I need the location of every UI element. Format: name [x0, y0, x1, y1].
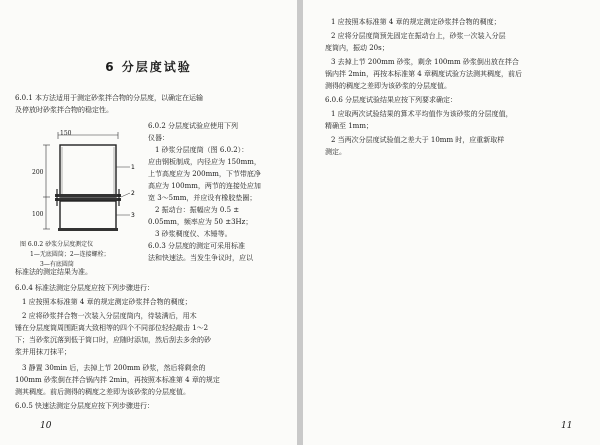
clause-6-0-2-line: 上节高度应为 200mm，下节带底净: [148, 170, 261, 178]
clause-6-0-4-line: 下；当砂浆沉落到低于筒口时，应随时添加，然后刮去多余的砂: [15, 336, 211, 344]
clause-6-0-2-item: 3 砂浆稠度仪、木锤等。: [155, 230, 232, 238]
right-page: [303, 0, 600, 445]
clause-6-0-6-item: 1 应取两次试验结果的算术平均值作为该砂浆的分层度值，: [331, 110, 513, 118]
clause-6-0-2-line: 0.05mm，频率应为 50 ±3Hz；: [148, 218, 253, 226]
left-page: [0, 0, 297, 445]
clause-6-0-5-item: 3 去掉上节 200mm 砂浆，剩余 100mm 砂浆倒出放在拌合: [331, 58, 519, 66]
clause-6-0-2-line: 应由钢板制成，内径应为 150mm，: [148, 158, 261, 166]
clause-6-0-5-line: 度筒内，振动 20s；: [325, 44, 389, 52]
mortar-layering-apparatus-figure: [40, 131, 140, 241]
clause-6-0-4-line: 6.0.4 标准法测定分层度应按下列步骤进行：: [15, 284, 155, 292]
clause-6-0-1-line: 及停放时砂浆拌合物的稳定性。: [15, 106, 113, 114]
clause-6-0-4-line: 测其稠度。前后测得的稠度之差即为该砂浆的分层度值。: [15, 388, 190, 396]
clause-6-0-3-line: 法和快速法。当发生争议时，应以: [148, 254, 253, 262]
section-title: 6 分层度试验: [105, 60, 192, 74]
dimension-lower-height-label: 100: [32, 211, 44, 218]
clause-6-0-4-line: 浆并用抹刀抹平；: [15, 348, 71, 356]
page-number: 11: [561, 421, 573, 431]
callout-1-label: 1: [131, 164, 135, 171]
clause-6-0-4-item: 2 应将砂浆拌合物一次装入分层度筒内，待装满后，用木: [22, 312, 197, 320]
clause-6-0-4-item: 1 应按照本标准第 4 章的规定测定砂浆拌合物的稠度；: [22, 298, 192, 306]
clause-6-0-5-line: 测得的稠度之差即为该砂浆的分层度值。: [325, 82, 451, 90]
dimension-upper-height-label: 200: [32, 169, 44, 176]
clause-6-0-6-item: 2 当两次分层度试验值之差大于 10mm 时，应重新取样: [331, 136, 505, 144]
clause-6-0-6-line: 测定。: [325, 148, 346, 156]
figure-legend-line: 3—有底圆筒: [40, 261, 74, 268]
clause-6-0-5-item: 2 应将分层度筒预先固定在振动台上，砂浆一次装入分层: [331, 32, 506, 40]
clause-6-0-2-item: 1 砂浆分层度筒（图 6.0.2）：: [155, 146, 249, 154]
clause-6-0-4-line: 100mm 砂浆倒在拌合锅内拌 2min，再按照本标准第 4 章的规定: [15, 376, 220, 384]
clause-6-0-6-line: 精确至 1mm；: [325, 122, 373, 130]
callout-2-label: 2: [131, 190, 135, 197]
clause-6-0-4-item: 3 静置 30min 后，去掉上节 200mm 砂浆，然后将剩余的: [22, 364, 206, 372]
clause-6-0-6-line: 6.0.6 分层度试验结果应按下列要求确定：: [325, 96, 458, 104]
clause-6-0-3-line: 标准法的测定结果为准。: [15, 268, 92, 276]
figure-caption: 图 6.0.2 砂浆分层度测定仪: [20, 241, 94, 248]
figure-legend-line: 1—无底圆筒；2—连接螺栓；: [30, 251, 110, 258]
clause-6-0-5-line: 6.0.5 快速法测定分层度应按下列步骤进行：: [15, 402, 155, 410]
clause-6-0-5-line: 锅内拌 2min，再按本标准第 4 章稠度试验方法测其稠度，前后: [325, 70, 522, 78]
clause-6-0-2-line: 仪器：: [148, 134, 169, 142]
clause-6-0-1-line: 6.0.1 本方法适用于测定砂浆拌合物的分层度，以确定在运输: [15, 94, 204, 102]
clause-6-0-3-line: 6.0.3 分层度的测定可采用标准: [148, 242, 246, 250]
callout-3-label: 3: [131, 212, 135, 219]
clause-6-0-4-line: 锤在分层度筒周围距离大致相等的四个不同部位轻轻敲击 1～2: [15, 324, 209, 332]
clause-6-0-2-item: 2 振动台：振幅应为 0.5 ±: [155, 206, 240, 214]
clause-6-0-2-line: 6.0.2 分层度试验应使用下列: [148, 122, 239, 130]
dimension-width-label: 150: [60, 130, 72, 137]
clause-6-0-2-line: 宽 3～5mm，并应设有橡胶垫圈；: [148, 194, 257, 202]
clause-6-0-5-item: 1 应按照本标准第 4 章的规定测定砂浆拌合物的稠度；: [331, 18, 501, 26]
clause-6-0-2-line: 高应为 100mm，两节的连接处应加: [148, 182, 261, 190]
page-number: 10: [40, 421, 52, 431]
